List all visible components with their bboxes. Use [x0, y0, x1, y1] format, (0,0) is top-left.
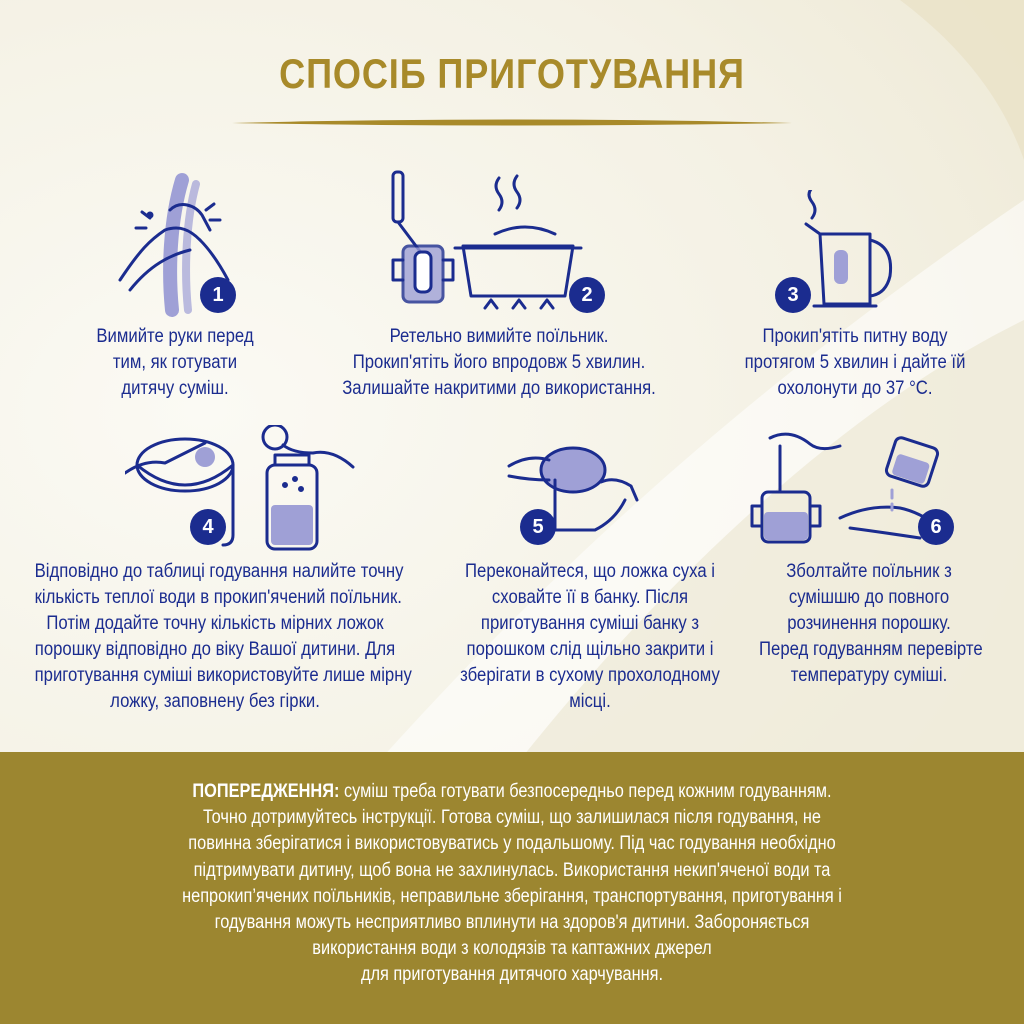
- step-2-line: Ретельно вимийте поїльник.: [389, 326, 609, 347]
- step-5-line: сховайте її в банку. Після: [491, 587, 689, 608]
- warning-line: Точно дотримуйтесь інструкції. Готова суміш, що залишилася після годування, не: [202, 807, 822, 829]
- step-4-line: кількість теплої води в прокип'ячений поїльник.: [34, 587, 402, 608]
- step-5-line: Переконайтеся, що ложка суха і: [464, 561, 716, 582]
- page-title: СПОСІБ ПРИГОТУВАННЯ: [279, 50, 745, 97]
- warning-line: використання води з колодязів та каптажних джерел: [312, 938, 712, 960]
- step-1-line: Вимийте руки перед: [96, 326, 254, 347]
- step-4-line: приготування суміші використовуйте лише мірну: [34, 665, 412, 686]
- step-6-line: Перед годуванням перевірте: [759, 639, 983, 660]
- kettle-icon: [800, 190, 910, 315]
- step-6-text: [759, 559, 983, 689]
- title-underline: [232, 118, 792, 128]
- step-6-line: температуру суміші.: [790, 665, 948, 686]
- warning-line: підтримувати дитину, щоб вона не захлинулась. Використання некип'яченої води та: [193, 859, 831, 881]
- step-5-line: місці.: [569, 691, 611, 712]
- step-3-number: 3: [775, 277, 811, 313]
- step-1-line: тим, як готувати: [112, 352, 238, 373]
- step-1-text: [74, 324, 276, 402]
- step-2-text: [317, 324, 681, 402]
- step-5-number: 5: [520, 509, 556, 545]
- step-3-line: охолонути до 37 °С.: [777, 378, 933, 399]
- step-1-number: 1: [200, 277, 236, 313]
- step-6-line: сумішшю до повного: [788, 587, 950, 608]
- warning-panel: [0, 752, 1024, 1024]
- step-6-line: розчинення порошку.: [787, 613, 951, 634]
- step-4-line: Відповідно до таблиці годування налийте точну: [34, 561, 404, 582]
- step-5-line: зберігати в сухому прохолодному: [460, 665, 720, 686]
- step-4-number: 4: [190, 509, 226, 545]
- step-4-line: порошку відповідно до віку Вашої дитини. Для: [34, 639, 396, 660]
- measuring-spoon-icon: [125, 425, 360, 555]
- step-3-line: протягом 5 хвилин і дайте їй: [744, 352, 966, 373]
- warning-line: годування можуть несприятливо вплинути на здоров'я дитини. Забороняється: [214, 912, 810, 934]
- step-2-line: Прокип'ятіть його впродовж 5 хвилин.: [352, 352, 646, 373]
- step-2-number: 2: [569, 277, 605, 313]
- step-4-line: ложку, заповнену без гірки.: [110, 691, 320, 712]
- warning-first-line: [72, 779, 953, 805]
- step-5-line: порошком слід щільно закрити і: [466, 639, 714, 660]
- warning-label: ПОПЕРЕДЖЕННЯ:: [192, 781, 340, 802]
- warning-first-line-text: суміш треба готувати безпосередньо перед кожним годуванням.: [339, 781, 832, 802]
- step-6-line: Зболтайте поїльник з: [786, 561, 952, 582]
- warning-line: для приготування дитячого харчування.: [360, 964, 664, 986]
- warning-line: повинна зберігатися і використовуватись у подальшому. Під час годування необхідно: [188, 833, 836, 855]
- step-4-line: Потім додайте точну кількість мірних ложок: [46, 613, 384, 634]
- step-4-text: [34, 559, 412, 715]
- step-5-line: приготування суміші банку з: [480, 613, 700, 634]
- warning-text: [72, 779, 953, 989]
- step-1-line: дитячу суміш.: [121, 378, 229, 399]
- warning-line: непрокип’ячених поїльників, неправильне зберігання, транспортування, приготування і: [182, 885, 842, 907]
- step-2-line: Залишайте накритими до використання.: [342, 378, 656, 399]
- step-3-line: Прокип'ятіть питну воду: [762, 326, 948, 347]
- step-5-text: [458, 559, 722, 715]
- step-6-number: 6: [918, 509, 954, 545]
- boiling-pot-icon: [385, 168, 585, 318]
- step-3-text: [727, 324, 982, 402]
